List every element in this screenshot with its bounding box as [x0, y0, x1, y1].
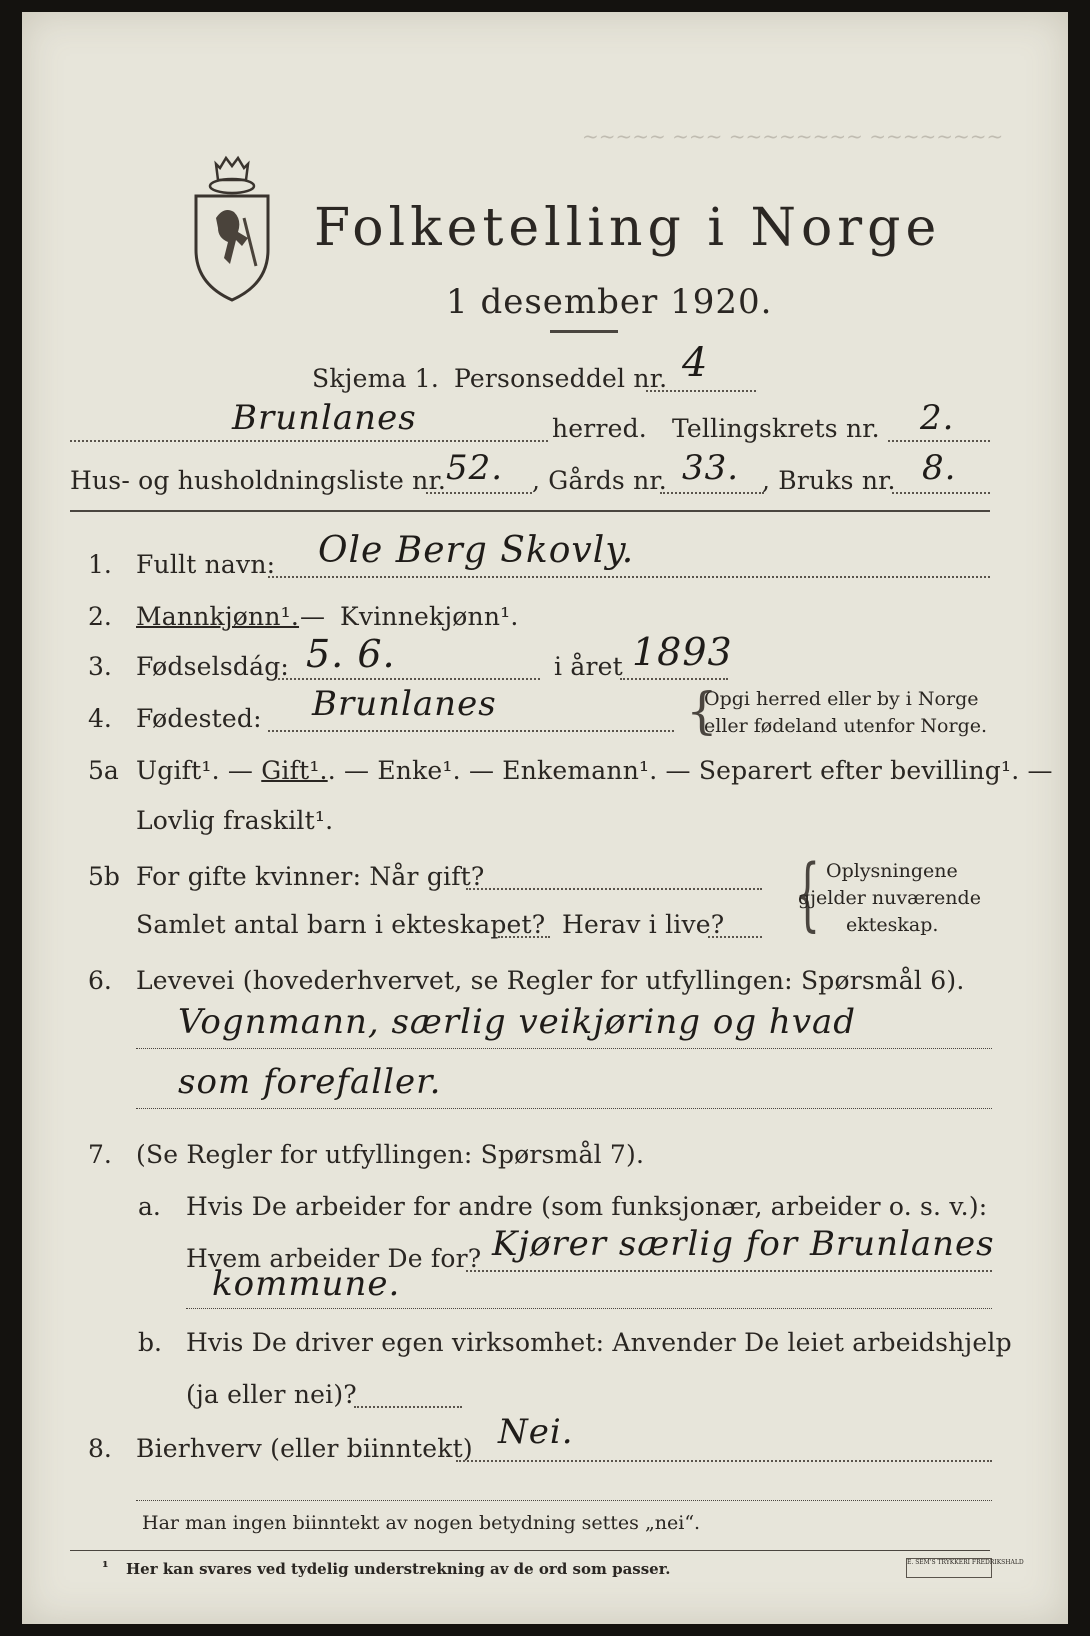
title-divider [550, 330, 618, 333]
q1-number: 1. [88, 550, 112, 579]
q5b-label-1: For gifte kvinner: Når gift? [136, 862, 485, 891]
q7a-value-2: kommune. [212, 1264, 401, 1304]
q5b-note-1: Oplysningene [826, 860, 958, 882]
q6-label: Levevei (hovederhvervet, se Regler for utfyllingen: Spørsmål 6). [136, 966, 965, 995]
q3-year-value: 1893 [632, 630, 733, 674]
hus-line [426, 492, 532, 494]
q1-line [268, 576, 990, 578]
q5a-number: 5a [88, 756, 119, 785]
q2-female: Kvinnekjønn¹. [340, 602, 519, 631]
footnote: Her kan svares ved tydelig understrekning av de ord som passer. [126, 1560, 671, 1578]
q1-label: Fullt navn: [136, 550, 276, 579]
q4-label: Fødested: [136, 704, 262, 733]
q8-line [456, 1460, 992, 1462]
q7b-number: b. [138, 1328, 162, 1357]
tellingskrets-value: 2. [920, 398, 955, 438]
header-divider [70, 510, 990, 512]
q7a-line-2 [186, 1308, 992, 1309]
q5b-label-3: Herav i live? [562, 910, 725, 939]
q8-label: Bierhverv (eller biinntekt) [136, 1434, 473, 1463]
q8-value: Nei. [498, 1412, 574, 1452]
gards-label: , Gårds nr. [532, 466, 667, 495]
q5b-label-2: Samlet antal barn i ekteskapet? [136, 910, 546, 939]
herred-value: Brunlanes [232, 398, 417, 438]
hus-value: 52. [446, 448, 504, 488]
q5a-marital-options: Ugift¹. — Gift¹.. — Enke¹. — Enkemann¹. — Separert efter bevilling¹. — [136, 756, 1053, 785]
footer-note: Har man ingen biinntekt av nogen betydning settes „nei“. [142, 1512, 701, 1534]
footnote-mark: ¹ [102, 1558, 109, 1576]
coat-of-arms-icon [190, 154, 274, 304]
q4-value: Brunlanes [312, 684, 497, 724]
q3-line [278, 678, 540, 680]
q7-number: 7. [88, 1140, 112, 1169]
tellingskrets-label: Tellingskrets nr. [672, 414, 880, 443]
bruks-line [892, 492, 990, 494]
q1-value: Ole Berg Skovly. [318, 530, 635, 571]
gards-value: 33. [682, 448, 740, 488]
q2-separator: — [300, 602, 326, 631]
hus-label: Hus- og husholdningsliste nr. [70, 466, 447, 495]
q8-line-2 [136, 1500, 992, 1501]
q4-number: 4. [88, 704, 112, 733]
tellingskrets-line [888, 440, 990, 442]
q4-note-1: Opgi herred eller by i Norge [704, 688, 979, 710]
herred-line [70, 440, 548, 442]
bruks-value: 8. [922, 448, 957, 488]
q7a-value-1: Kjører særlig for Brunlanes [492, 1224, 995, 1264]
bleed-through-text: ~~~~~ ~~~ ~~~~~~~~ ~~~~~~~~ [582, 124, 1004, 148]
q6-number: 6. [88, 966, 112, 995]
q3-year-label: i året [554, 652, 623, 681]
q5b-number: 5b [88, 862, 120, 891]
q6-line-1 [136, 1048, 992, 1049]
q2-number: 2. [88, 602, 112, 631]
printer-stamp: E. SEM'S TRYKKERI FREDRIKSHALD [906, 1558, 992, 1578]
q7b-label-2: (ja eller nei)? [186, 1380, 357, 1409]
q8-number: 8. [88, 1434, 112, 1463]
q7b-line [354, 1406, 462, 1408]
q4-brace: { [686, 682, 718, 740]
q7a-label: Hvis De arbeider for andre (som funksjonær, arbeider o. s. v.): [186, 1192, 988, 1221]
q5b-line-2 [498, 936, 550, 938]
bruks-label: , Bruks nr. [762, 466, 896, 495]
q7a-line-1 [466, 1270, 992, 1272]
q7b-label: Hvis De driver egen virksomhet: Anvender De leiet arbeidshjelp [186, 1328, 1012, 1357]
q2-male: Mannkjønn¹. [136, 602, 300, 631]
form-date: 1 desember 1920. [446, 282, 773, 322]
q7a-number: a. [138, 1192, 161, 1221]
q4-line [268, 730, 674, 732]
skjema-label: Skjema 1. [312, 364, 440, 393]
form-title: Folketelling i Norge [314, 198, 942, 258]
q3-number: 3. [88, 652, 112, 681]
q5b-note-3: ekteskap. [846, 914, 939, 936]
q5b-note-2: gjelder nuværende [798, 887, 981, 909]
personseddel-value: 4 [682, 340, 709, 386]
q3-label: Fødselsdág: [136, 652, 290, 681]
q5a-line2: Lovlig fraskilt¹. [136, 806, 334, 835]
q3-value: 5. 6. [306, 632, 396, 676]
gards-line [660, 492, 764, 494]
q7a-label-2: Hvem arbeider De for? [186, 1244, 482, 1273]
q5b-brace: { [794, 847, 821, 940]
q6-line-2 [136, 1108, 992, 1109]
q5b-line-1 [466, 888, 762, 890]
q7-label: (Se Regler for utfyllingen: Spørsmål 7). [136, 1140, 645, 1169]
q3-year-line [620, 678, 728, 680]
q6-value-1: Vognmann, særlig veikjøring og hvad [178, 1002, 857, 1042]
footer-divider [70, 1550, 990, 1551]
q5b-line-3 [708, 936, 762, 938]
q6-value-2: som forefaller. [178, 1062, 442, 1102]
herred-label: herred. [552, 414, 647, 443]
q4-note-2: eller fødeland utenfor Norge. [704, 715, 988, 737]
personseddel-line [646, 390, 756, 392]
census-form-sheet [22, 12, 1068, 1624]
personseddel-label: Personseddel nr. [454, 364, 668, 393]
